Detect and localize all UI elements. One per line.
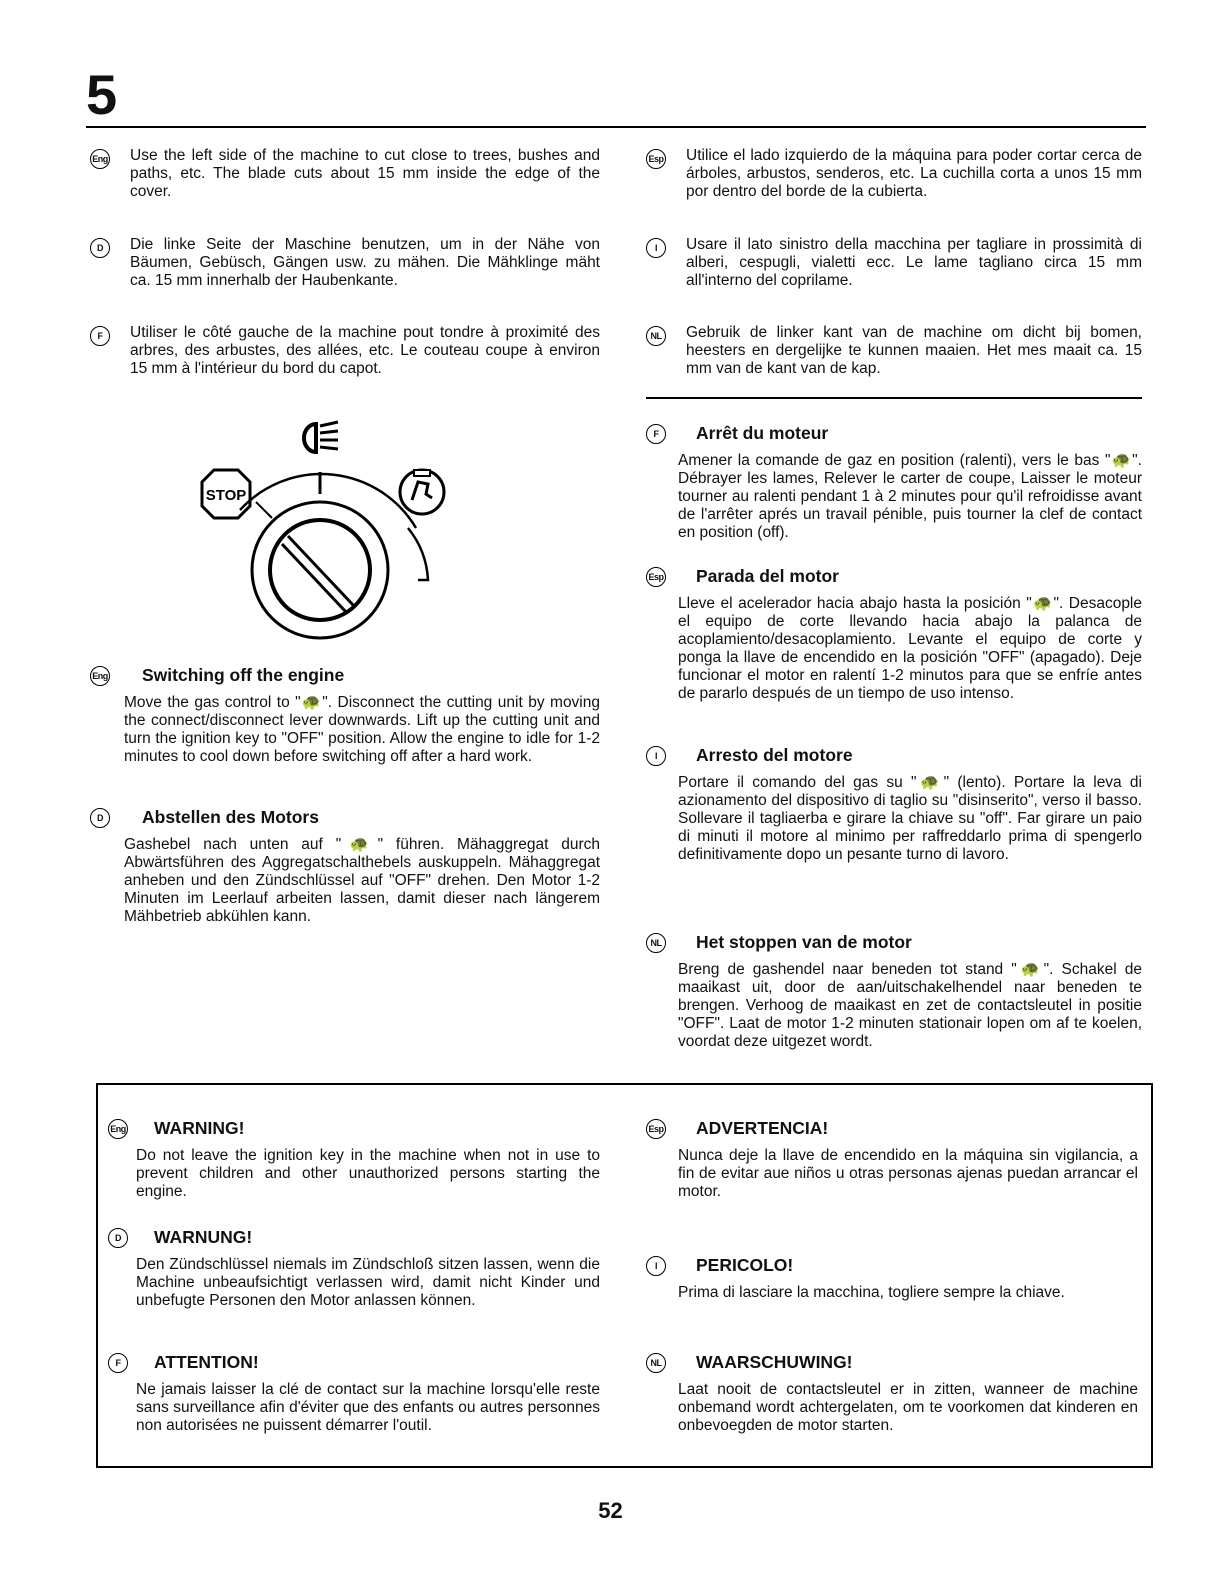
nl-language-icon: NL <box>646 326 666 346</box>
fr-language-icon: F <box>108 1353 128 1373</box>
fr-language-icon: F <box>646 424 666 444</box>
de-intro-text: Die linke Seite der Maschine benutzen, um in der Nähe von Bäumen, Gebüsch, Gängen usw. zu mähen. Die Mähklinge mäht ca. 15 mm innerhalb der Haubenkante. <box>130 236 600 289</box>
ignition-key-icon <box>252 502 388 638</box>
de-warning-section <box>108 1226 600 1336</box>
esp-intro-section <box>646 147 1142 207</box>
fr-intro-section <box>90 324 600 384</box>
nl-intro-text: Gebruik de linker kant van de machine om dicht bij bomen, heesters en dergelijke te kunnen maaien. Het mes maait ca. 15 mm van de kant van de kap. <box>686 324 1142 377</box>
nl-stop-heading: Het stoppen van de motor <box>696 932 912 952</box>
eng-stop-heading: Switching off the engine <box>142 665 345 685</box>
nl-warning-body: Laat nooit de contactsleutel er in zitten, wanneer de machine onbemand wordt achtergelaten, om te voorkomen dat kinderen en onbevoegden de motor starten. <box>678 1381 1138 1434</box>
section-divider <box>646 397 1142 399</box>
de-stop-body: Gashebel nach unten auf "🐢" führen. Mähaggregat durch Abwärtsführen des Aggregatschalthebels auskuppeln. Mähaggregat anheben und den Zündschlüssel auf "OFF" drehen. Den Motor 1-2 Minuten im Leerlauf arbeiten lassen, damit dieser nach längerem Mähbetrieb abkühlen kann. <box>124 836 600 925</box>
fr-warning-heading: ATTENTION! <box>154 1352 259 1372</box>
fr-language-icon: F <box>90 326 110 346</box>
fr-stop-body: Amener la comande de gaz en position (ralenti), vers le bas "🐢". Débrayer les lames, Relever le carter de coupe, Laisser le moteur tourner au ralenti pendant 1 à 2 minutes pour qu'il refroidisse avant de l'arrêter aprés un travail pénible, puis tourner la clef de contact en position (off). <box>678 452 1142 541</box>
stop-sign-label: STOP <box>205 487 247 504</box>
headlight-icon <box>304 422 338 452</box>
it-warning-section <box>646 1254 1138 1314</box>
it-intro-section <box>646 236 1142 296</box>
esp-language-icon: Esp <box>646 567 666 587</box>
it-intro-text: Usare il lato sinistro della macchina per tagliare in prossimità di alberi, cespugli, vialetti ecc. Le lame tagliano circa 15 mm all'interno del coprilame. <box>686 236 1142 289</box>
nl-intro-section <box>646 324 1142 384</box>
it-language-icon: I <box>646 1256 666 1276</box>
eng-language-icon: Eng <box>108 1119 128 1139</box>
start-position-icon <box>400 470 444 514</box>
it-warning-heading: PERICOLO! <box>696 1255 794 1275</box>
nl-stop-section <box>646 931 1142 1061</box>
fr-stop-heading: Arrêt du moteur <box>696 423 829 443</box>
de-warning-heading: WARNUNG! <box>154 1227 253 1247</box>
de-warning-body: Den Zündschlüssel niemals im Zündschloß sitzen lassen, wenn die Machine unbeaufsichtigt verlassen wird, damit nicht Kinder und unbefugte Personen den Motor anlassen können. <box>136 1256 600 1309</box>
chapter-number: 5 <box>86 63 116 126</box>
fr-warning-body: Ne jamais laisser la clé de contact sur la machine lorsqu'elle reste sans surveillance afin d'éviter que des enfants ou autres personnes non autorisées ne puissent démarrer l'outil. <box>136 1381 600 1434</box>
eng-language-icon: Eng <box>90 149 110 169</box>
it-stop-heading: Arresto del motore <box>696 745 853 765</box>
it-stop-body: Portare il comando del gas su "🐢" (lento). Portare la leva di azionamento del dispositivo di taglio su "disinserito", verso il basso. Sollevare il tagliaerba e girare la chiave su "off". Far girare un paio di minuti il motore al minimo per raffreddarlo prima di spengerlo definitivamente dopo un pesante turno di lavoro. <box>678 774 1142 863</box>
de-language-icon: D <box>90 238 110 258</box>
it-stop-section <box>646 744 1142 894</box>
header-rule <box>86 126 1146 128</box>
de-language-icon: D <box>108 1228 128 1248</box>
nl-stop-body: Breng de gashendel naar beneden tot stand "🐢". Schakel de maaikast uit, door de aan/uitschakelhendel naar beneden te brengen. Verhoog de maaikast en zet de contactsleutel in positie "OFF". Laat de motor 1-2 minuten stationair lopen om af te koelen, voordat deze uitgezet wordt. <box>678 961 1142 1050</box>
it-warning-body: Prima di lasciare la macchina, togliere sempre la chiave. <box>678 1284 1065 1301</box>
esp-stop-heading: Parada del motor <box>696 566 839 586</box>
eng-stop-body: Move the gas control to "🐢". Disconnect the cutting unit by moving the connect/disconnect lever downwards. Lift up the cutting unit and turn the ignition key to "OFF" position. Allow the engine to idle for 1-2 minutes to cool down before switching off after a hard work. <box>124 694 600 765</box>
eng-language-icon: Eng <box>90 666 110 686</box>
nl-language-icon: NL <box>646 1353 666 1373</box>
esp-stop-body: Lleve el acelerador hacia abajo hasta la posición "🐢". Desacople el equipo de corte llevando hacia abajo la palanca de acoplamiento/desacoplamiento. Levante el equipo de corte y ponga la llave de encendido en la posición "OFF" (apagado). Deje funcionar el motor en ralentí 1-2 minutos para que se enfríe antes de pararlo después de un tiempo de uso intenso. <box>678 595 1142 702</box>
esp-warning-body: Nunca deje la llave de encendido en la máquina sin vigilancia, a fin de evitar aue niños u otras personas ajenas puedan arrancar el motor. <box>678 1147 1138 1200</box>
nl-language-icon: NL <box>646 933 666 953</box>
it-language-icon: I <box>646 238 666 258</box>
esp-intro-text: Utilice el lado izquierdo de la máquina para poder cortar cerca de árboles, arbustos, senderos, etc. La cuchilla corta a unos 15 mm por dentro del borde de la cubierta. <box>686 147 1142 200</box>
it-language-icon: I <box>646 746 666 766</box>
eng-stop-section <box>90 664 600 784</box>
eng-warning-section <box>108 1117 600 1207</box>
eng-intro-section <box>90 147 600 207</box>
nl-warning-heading: WAARSCHUWING! <box>696 1352 853 1372</box>
esp-warning-section <box>646 1117 1138 1207</box>
esp-stop-section <box>646 565 1142 725</box>
de-stop-section <box>90 806 600 926</box>
eng-warning-body: Do not leave the ignition key in the machine when not in use to prevent children and other unauthorized persons starting the engine. <box>136 1147 600 1200</box>
de-stop-heading: Abstellen des Motors <box>142 807 319 827</box>
eng-intro-text: Use the left side of the machine to cut close to trees, bushes and paths, etc. The blade cuts about 15 mm inside the edge of the cover. <box>130 147 600 200</box>
nl-warning-section <box>646 1351 1138 1441</box>
ignition-switch-diagram <box>160 410 480 650</box>
stop-sign-icon <box>202 470 250 518</box>
fr-warning-section <box>108 1351 600 1461</box>
esp-language-icon: Esp <box>646 1119 666 1139</box>
fr-intro-text: Utiliser le côté gauche de la machine pout tondre à proximité des arbres, des arbustes, des allées, etc. Le couteau coupe à environ 15 mm à l'intérieur du bord du capot. <box>130 324 600 377</box>
esp-language-icon: Esp <box>646 149 666 169</box>
eng-warning-heading: WARNING! <box>154 1118 245 1138</box>
de-language-icon: D <box>90 808 110 828</box>
page-number: 52 <box>598 1498 623 1523</box>
fr-stop-section <box>646 422 1142 542</box>
de-intro-section <box>90 236 600 296</box>
esp-warning-heading: ADVERTENCIA! <box>696 1118 829 1138</box>
